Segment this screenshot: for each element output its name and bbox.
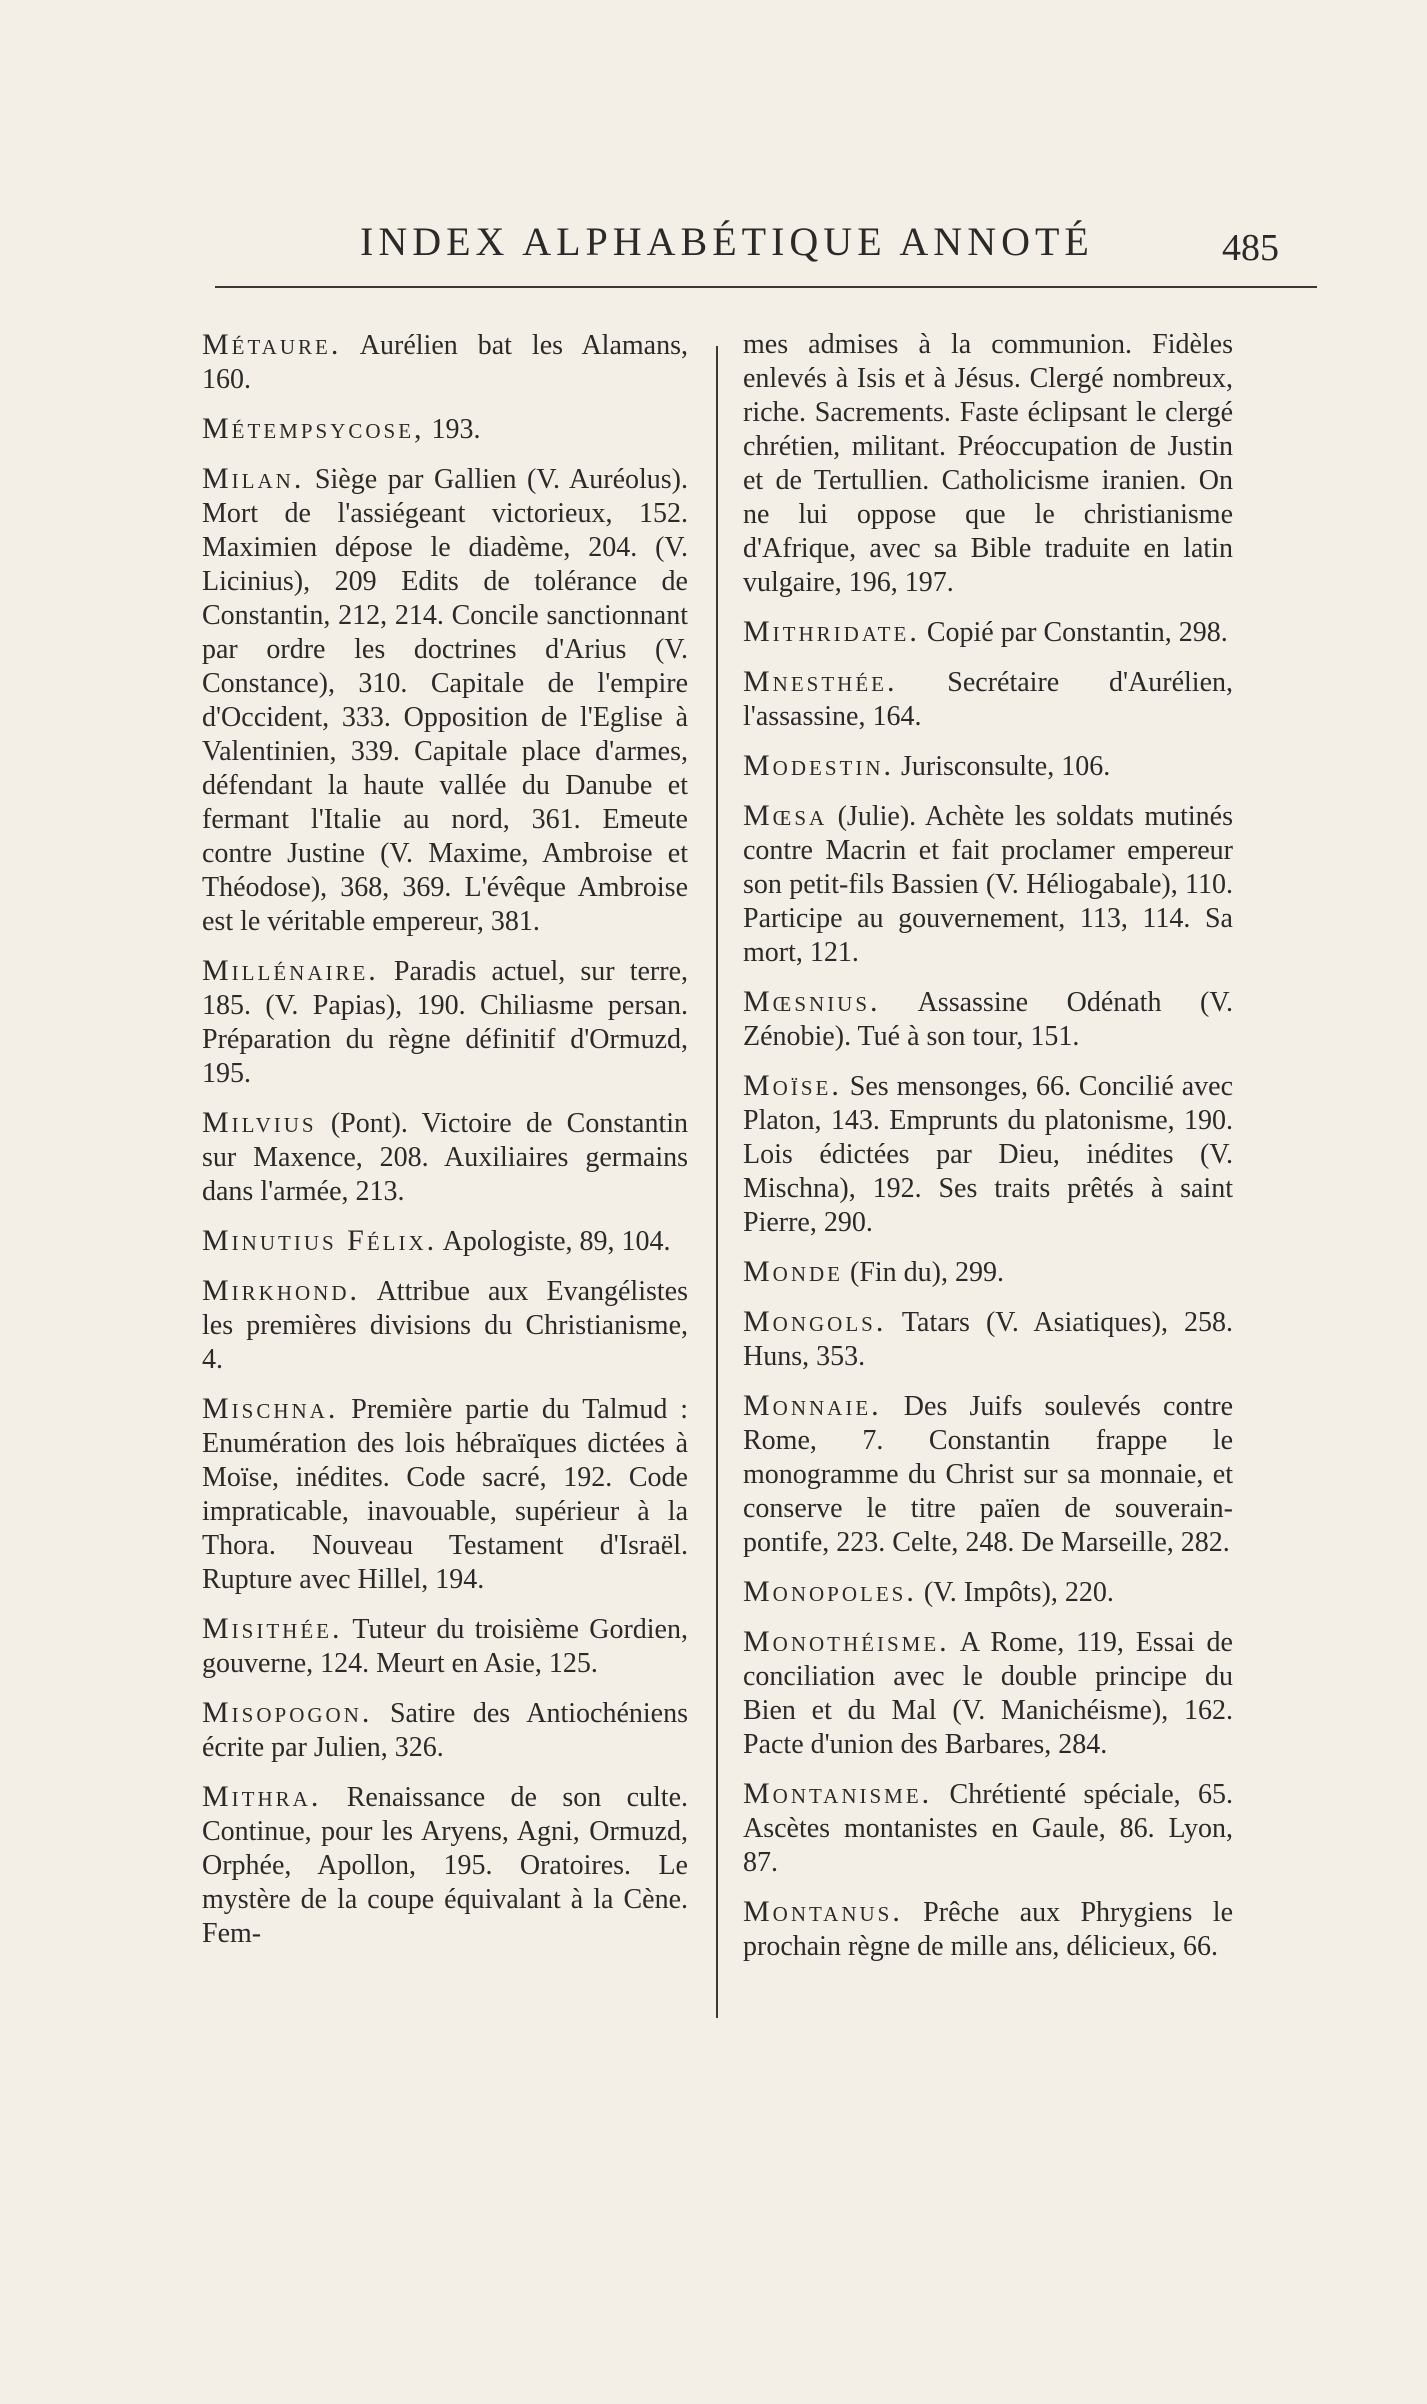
- index-entry: [202, 1224, 688, 1259]
- entry-headword: Métaure.: [202, 328, 342, 361]
- entry-text: A Rome, 119, Essai de conciliation avec le double principe du Bien et du Mal (V. Manichéisme), 162. Pacte d'union des Barbares, 284.: [743, 1627, 1233, 1760]
- entry-text: Apologiste, 89, 104.: [442, 1226, 671, 1257]
- entry-headword: Monde: [743, 1255, 843, 1288]
- index-entry: [202, 412, 688, 447]
- entry-headword: Misopogon.: [202, 1696, 373, 1729]
- entry-headword: Mœsnius.: [743, 985, 881, 1018]
- entry-text: Paradis actuel, sur terre, 185. (V. Papias), 190. Chiliasme persan. Préparation du règne définitif d'Ormuzd, 195.: [202, 956, 688, 1089]
- index-entry: [743, 1389, 1233, 1560]
- page-header: [0, 218, 1427, 278]
- index-entry: [743, 799, 1233, 970]
- index-entry: [743, 1255, 1233, 1290]
- entry-text: Secrétaire d'Aurélien, l'assassine, 164.: [743, 667, 1234, 732]
- index-entry: [743, 1895, 1233, 1964]
- entry-headword: Milan.: [202, 462, 305, 495]
- entry-text: Tuteur du troisième Gordien, gouverne, 124. Meurt en Asie, 125.: [202, 1614, 688, 1679]
- entry-headword: Mœsa: [743, 799, 828, 832]
- entry-headword: Milvius: [202, 1106, 317, 1139]
- entry-text: Tatars (V. Asiatiques), 258. Huns, 353.: [743, 1307, 1233, 1372]
- index-entry: [743, 1305, 1233, 1374]
- index-entry: [202, 328, 688, 397]
- entry-text: Chrétienté spéciale, 65. Ascètes montanistes en Gaule, 86. Lyon, 87.: [743, 1779, 1234, 1878]
- entry-text: Attribue aux Evangélistes les premières divisions du Christianisme, 4.: [202, 1276, 688, 1375]
- left-column: [202, 328, 688, 1966]
- entry-text: (Pont). Victoire de Constantin sur Maxence, 208. Auxiliaires germains dans l'armée, 213.: [202, 1108, 688, 1207]
- index-entry: [743, 1069, 1233, 1240]
- entry-headword: Moïse.: [743, 1069, 842, 1102]
- index-entry: [743, 665, 1233, 734]
- page-number: 485: [1222, 227, 1279, 269]
- index-entry: [743, 1625, 1233, 1762]
- entry-headword: Mnesthée.: [743, 665, 898, 698]
- running-title: INDEX ALPHABÉTIQUE ANNOTÉ: [360, 219, 1094, 264]
- entry-headword: Modestin.: [743, 749, 894, 782]
- entry-headword: Mongols.: [743, 1305, 887, 1338]
- entry-text: 193.: [431, 414, 481, 445]
- index-entry: [743, 749, 1233, 784]
- entry-headword: Monnaie.: [743, 1389, 882, 1422]
- entry-text: Première partie du Talmud : Enumération des lois hébraïques dictées à Moïse, inédites. Code sacré, 192. Code impraticable, inavouable, supérieur à la Thora. Nouveau Testament d'Israël. Rupture avec Hillel, 194.: [202, 1394, 688, 1595]
- entry-text: Renaissance de son culte. Continue, pour les Aryens, Agni, Ormuzd, Orphée, Apollon, 195. Oratoires. Le mystère de la coupe équivalant à la Cène. Fem-: [202, 1782, 689, 1949]
- index-entry: [202, 462, 688, 939]
- index-entry: [202, 1612, 688, 1681]
- entry-text: (V. Impôts), 220.: [923, 1577, 1114, 1608]
- index-entry: [202, 1780, 688, 1951]
- entry-text: Prêche aux Phrygiens le prochain règne de mille ans, délicieux, 66.: [743, 1897, 1233, 1962]
- index-entry: [202, 1392, 688, 1597]
- entry-headword: Mithra.: [202, 1780, 322, 1813]
- entry-headword: Misithée.: [202, 1612, 343, 1645]
- entry-text: Aurélien bat les Alamans, 160.: [202, 330, 688, 395]
- index-entry: [743, 985, 1233, 1054]
- entry-headword: Monopoles.: [743, 1575, 917, 1608]
- entry-text: Ses mensonges, 66. Concilié avec Platon, 143. Emprunts du platonisme, 190. Lois édictées par Dieu, inédites (V. Mischna), 192. Ses traits prêtés à saint Pierre, 290.: [743, 1071, 1233, 1238]
- index-entry: [743, 1575, 1233, 1610]
- header-rule: [215, 286, 1317, 288]
- index-entry: [743, 1777, 1233, 1880]
- entry-text: Copié par Constantin, 298.: [926, 617, 1228, 648]
- entry-headword: Montanisme.: [743, 1777, 933, 1810]
- entry-headword: Monothéisme.: [743, 1625, 950, 1658]
- index-entry: [202, 1106, 688, 1209]
- entry-headword: Millénaire.: [202, 954, 379, 987]
- index-entry: [743, 615, 1233, 650]
- entry-text: Assassine Odénath (V. Zénobie). Tué à son tour, 151.: [743, 987, 1233, 1052]
- entry-text: (Fin du), 299.: [850, 1257, 1004, 1288]
- entry-headword: Minutius Félix.: [202, 1224, 438, 1257]
- entry-headword: Mirkhond.: [202, 1274, 361, 1307]
- entry-text: (Julie). Achète les soldats mutinés contre Macrin et fait proclamer empereur son petit-fils Bassien (V. Héliogabale), 110. Participe au gouvernement, 113, 114. Sa mort, 121.: [743, 801, 1233, 968]
- entry-headword: Métempsycose,: [202, 412, 425, 445]
- entry-text: Satire des Antiochéniens écrite par Julien, 326.: [202, 1698, 689, 1763]
- entry-text: Des Juifs soulevés contre Rome, 7. Constantin frappe le monogramme du Christ sur sa monnaie, et conserve le titre païen de souverain-pontife, 223. Celte, 248. De Marseille, 282.: [743, 1391, 1233, 1558]
- column-divider: [716, 346, 718, 2018]
- right-column: [743, 328, 1233, 1979]
- entry-text: Jurisconsulte, 106.: [901, 751, 1111, 782]
- index-entry: [202, 1274, 688, 1377]
- entry-headword: Mithridate.: [743, 615, 920, 648]
- entry-headword: Montanus.: [743, 1895, 903, 1928]
- continued-text: mes admises à la communion. Fidèles enlevés à Isis et à Jésus. Clergé nombreux, riche. Sacrements. Faste éclipsant le clergé chrétien, militant. Préoccupation de Justin et de Tertullien. Catholicisme iranien. On ne lui oppose que le christianisme d'Afrique, avec sa Bible traduite en latin vulgaire, 196, 197.: [743, 329, 1233, 598]
- index-entry: [202, 954, 688, 1091]
- entry-headword: Mischna.: [202, 1392, 339, 1425]
- entry-text: Siège par Gallien (V. Auréolus). Mort de l'assiégeant victorieux, 152. Maximien dépose le diadème, 204. (V. Licinius), 209 Edits de tolérance de Constantin, 212, 214. Concile sanctionnant par ordre les doctrines d'Arius (V. Constance), 310. Capitale de l'empire d'Occident, 333. Opposition de l'Eglise à Valentinien, 339. Capitale place d'armes, défendant la haute vallée du Danube et fermant l'Italie au nord, 361. Emeute contre Justine (V. Maxime, Ambroise et Théodose), 368, 369. L'évêque Ambroise est le véritable empereur, 381.: [202, 464, 688, 937]
- index-entry: [202, 1696, 688, 1765]
